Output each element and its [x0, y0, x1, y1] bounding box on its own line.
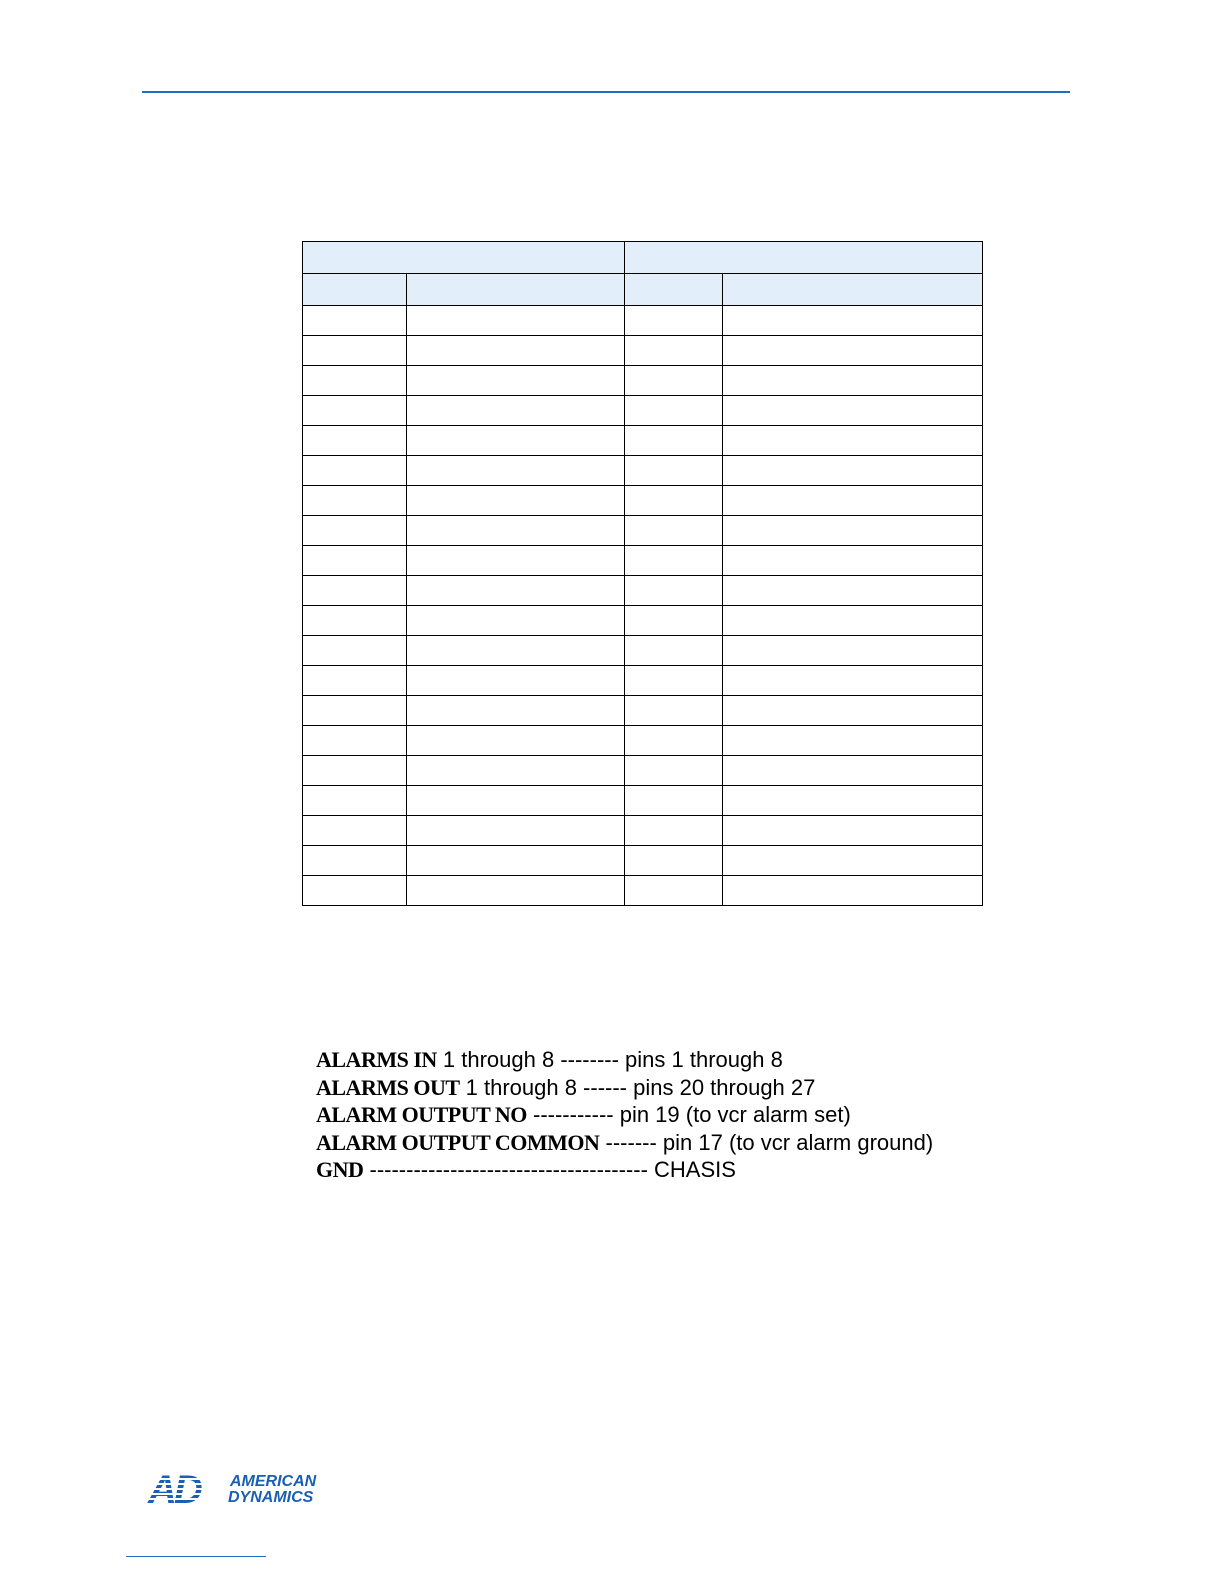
table-cell — [625, 366, 723, 396]
table-cell — [303, 786, 407, 816]
table-cell — [625, 846, 723, 876]
table-cell — [303, 396, 407, 426]
alarm-wiring-notes — [316, 1046, 996, 1184]
table-row — [303, 516, 983, 546]
table-row — [303, 786, 983, 816]
table-cell — [407, 366, 625, 396]
table-cell — [723, 426, 983, 456]
table-cell — [625, 816, 723, 846]
american-dynamics-logo — [146, 1470, 346, 1506]
table-cell — [407, 456, 625, 486]
table-cell — [625, 756, 723, 786]
table-cell — [303, 576, 407, 606]
table-cell — [303, 876, 407, 906]
table-cell — [407, 516, 625, 546]
logo-line-2: DYNAMICS — [228, 1489, 314, 1506]
table-cell — [723, 306, 983, 336]
alarm-note-value: 1 through 8 ------ pins 20 through 27 — [459, 1074, 816, 1100]
table-cell — [303, 306, 407, 336]
table-cell — [407, 546, 625, 576]
table-row — [303, 636, 983, 666]
table-cell — [625, 396, 723, 426]
table-cell — [723, 336, 983, 366]
table-cell — [303, 606, 407, 636]
table-cell — [303, 366, 407, 396]
table-cell — [625, 306, 723, 336]
table-cell — [303, 426, 407, 456]
table-row — [303, 546, 983, 576]
table-cell — [625, 546, 723, 576]
footer-rule — [126, 1556, 266, 1557]
alarm-note-line — [316, 1101, 996, 1129]
table-cell — [723, 846, 983, 876]
table-cell — [303, 666, 407, 696]
alarm-note-key: ALARMS IN — [316, 1047, 437, 1072]
table-cell — [407, 696, 625, 726]
alarm-note-value: -------------------------------------- CHASIS — [363, 1157, 736, 1182]
column-header-pin-right — [625, 274, 723, 306]
table-row — [303, 816, 983, 846]
table-cell — [625, 726, 723, 756]
table-row — [303, 336, 983, 366]
table-cell — [625, 486, 723, 516]
table-cell — [723, 786, 983, 816]
table-cell — [303, 456, 407, 486]
table-cell — [407, 636, 625, 666]
table-cell — [625, 606, 723, 636]
table-cell — [723, 486, 983, 516]
column-header-pin-left — [303, 274, 407, 306]
table-cell — [723, 606, 983, 636]
table-cell — [625, 516, 723, 546]
alarm-note-value: 1 through 8 -------- pins 1 through 8 — [436, 1047, 783, 1072]
table-cell — [625, 456, 723, 486]
table-cell — [723, 516, 983, 546]
table-cell — [407, 336, 625, 366]
alarm-note-key: ALARM OUTPUT COMMON — [316, 1129, 600, 1155]
table-cell — [303, 816, 407, 846]
table-cell — [723, 576, 983, 606]
table-cell — [625, 426, 723, 456]
table-column-header-row — [303, 274, 983, 306]
pin-table-container — [302, 241, 982, 906]
table-row — [303, 486, 983, 516]
logo-graphic — [146, 1470, 346, 1506]
table-cell — [625, 666, 723, 696]
table-cell — [625, 786, 723, 816]
table-row — [303, 366, 983, 396]
table-cell — [303, 486, 407, 516]
table-cell — [723, 396, 983, 426]
alarm-note-key: GND — [316, 1157, 364, 1182]
alarm-note-value: ------- pin 17 (to vcr alarm ground) — [599, 1129, 934, 1155]
table-cell — [407, 666, 625, 696]
table-row — [303, 726, 983, 756]
table-cell — [625, 636, 723, 666]
alarm-note-value: ----------- pin 19 (to vcr alarm set) — [526, 1102, 851, 1127]
table-group-header-row — [303, 242, 983, 274]
column-header-signal-left — [407, 274, 625, 306]
table-cell — [723, 636, 983, 666]
table-cell — [723, 546, 983, 576]
table-cell — [407, 396, 625, 426]
table-cell — [407, 816, 625, 846]
table-cell — [407, 606, 625, 636]
table-cell — [407, 726, 625, 756]
table-cell — [303, 846, 407, 876]
table-cell — [723, 756, 983, 786]
table-row — [303, 756, 983, 786]
table-row — [303, 426, 983, 456]
table-row — [303, 306, 983, 336]
table-cell — [723, 366, 983, 396]
alarm-note-key: ALARMS OUT — [316, 1074, 460, 1100]
table-cell — [303, 546, 407, 576]
table-cell — [723, 876, 983, 906]
table-row — [303, 456, 983, 486]
table-cell — [723, 666, 983, 696]
table-cell — [723, 456, 983, 486]
alarm-note-line — [316, 1129, 996, 1157]
alarm-note-line — [316, 1074, 996, 1102]
table-cell — [407, 486, 625, 516]
table-cell — [723, 726, 983, 756]
table-row — [303, 576, 983, 606]
column-header-signal-right — [723, 274, 983, 306]
table-cell — [303, 516, 407, 546]
table-cell — [407, 426, 625, 456]
table-row — [303, 846, 983, 876]
table-row — [303, 606, 983, 636]
table-cell — [407, 756, 625, 786]
table-cell — [303, 636, 407, 666]
table-group-header-left — [303, 242, 625, 274]
table-cell — [407, 306, 625, 336]
alarm-note-line — [316, 1156, 996, 1184]
table-cell — [625, 576, 723, 606]
table-cell — [625, 876, 723, 906]
table-cell — [625, 696, 723, 726]
alarm-note-line — [316, 1046, 996, 1074]
table-cell — [303, 336, 407, 366]
table-cell — [407, 576, 625, 606]
table-cell — [303, 756, 407, 786]
logo-line-1: AMERICAN — [230, 1473, 317, 1490]
table-cell — [723, 696, 983, 726]
table-row — [303, 396, 983, 426]
table-cell — [303, 726, 407, 756]
table-cell — [407, 876, 625, 906]
header-rule — [142, 91, 1070, 93]
table-cell — [625, 336, 723, 366]
table-cell — [407, 846, 625, 876]
table-cell — [723, 816, 983, 846]
ad-mark — [146, 1470, 226, 1503]
table-row — [303, 666, 983, 696]
table-cell — [303, 696, 407, 726]
pin-table — [302, 241, 983, 906]
table-row — [303, 696, 983, 726]
table-group-header-right — [625, 242, 983, 274]
table-cell — [407, 786, 625, 816]
table-row — [303, 876, 983, 906]
alarm-note-key: ALARM OUTPUT NO — [316, 1102, 527, 1127]
